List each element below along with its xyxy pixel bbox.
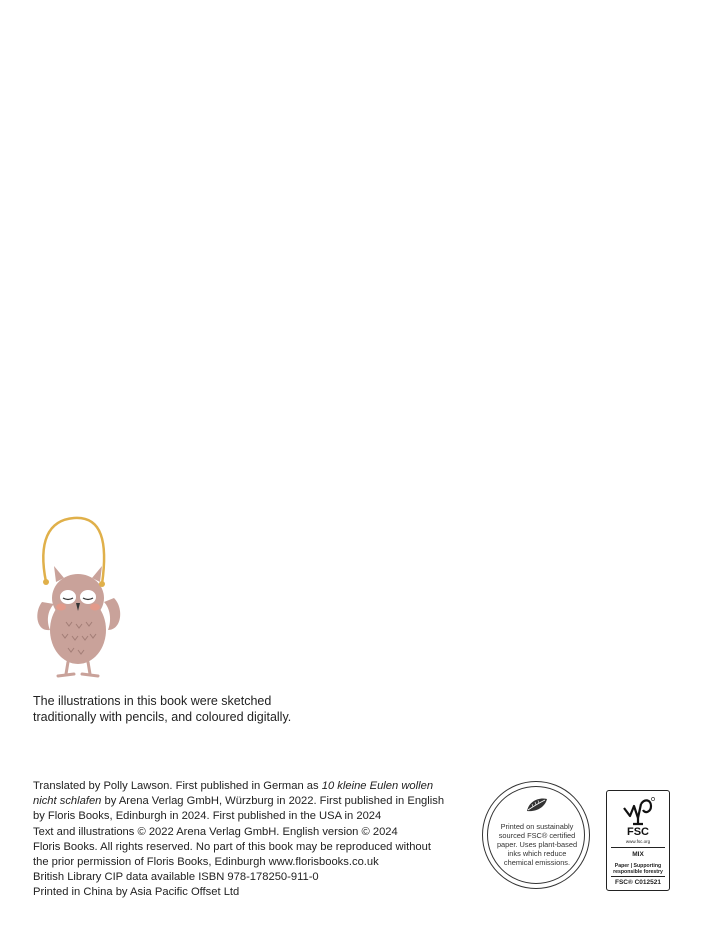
illustration-note-line: traditionally with pencils, and coloured digitally. bbox=[33, 710, 292, 724]
credits-line: Floris Books. All rights reserved. No part of this book may be reproduced without bbox=[33, 840, 431, 853]
illustration-note-line: The illustrations in this book were sketched bbox=[33, 694, 272, 708]
illustration-note bbox=[33, 693, 363, 725]
fsc-subtitle: Paper | Supporting responsible forestry bbox=[613, 863, 663, 875]
copyright-credits bbox=[33, 779, 483, 901]
fsc-mix: MIX bbox=[632, 851, 644, 858]
credits-line bbox=[33, 779, 483, 794]
printer-line: Printed in China by Asia Pacific Offset Ltd bbox=[33, 886, 240, 899]
original-title: nicht schlafen bbox=[33, 795, 102, 808]
eco-badge-text: Printed on sustainably sourced FSC® certified paper. Uses plant-based inks which reduce chemical emissions. bbox=[496, 822, 578, 867]
fsc-brand: FSC bbox=[627, 826, 649, 838]
leaf-icon bbox=[525, 797, 549, 813]
original-title: 10 kleine Eulen wollen bbox=[321, 780, 434, 792]
fsc-divider bbox=[611, 847, 665, 848]
credits-line: Text and illustrations © 2022 Arena Verlag GmbH. English version © 2024 bbox=[33, 825, 398, 838]
credits-line: the prior permission of Floris Books, Edinburgh www.florisbooks.co.uk bbox=[33, 856, 379, 869]
fsc-divider bbox=[611, 876, 665, 877]
credits-line bbox=[33, 794, 483, 809]
fsc-license-code: FSC® C012521 bbox=[615, 879, 661, 886]
fsc-url: www.fsc.org bbox=[625, 839, 651, 844]
fsc-logo bbox=[606, 790, 670, 891]
credits-text: Translated by Polly Lawson. First published in German as bbox=[33, 780, 322, 792]
eco-printing-badge bbox=[482, 781, 590, 889]
fsc-tree-icon bbox=[621, 796, 657, 826]
credits-text: by Arena Verlag GmbH, Würzburg in 2022. First published in English bbox=[101, 795, 445, 808]
isbn-line: British Library CIP data available ISBN 978-178250-911-0 bbox=[33, 871, 319, 884]
owl-illustration bbox=[28, 512, 128, 680]
credits-line: by Floris Books, Edinburgh in 2024. First published in the USA in 2024 bbox=[33, 810, 382, 823]
